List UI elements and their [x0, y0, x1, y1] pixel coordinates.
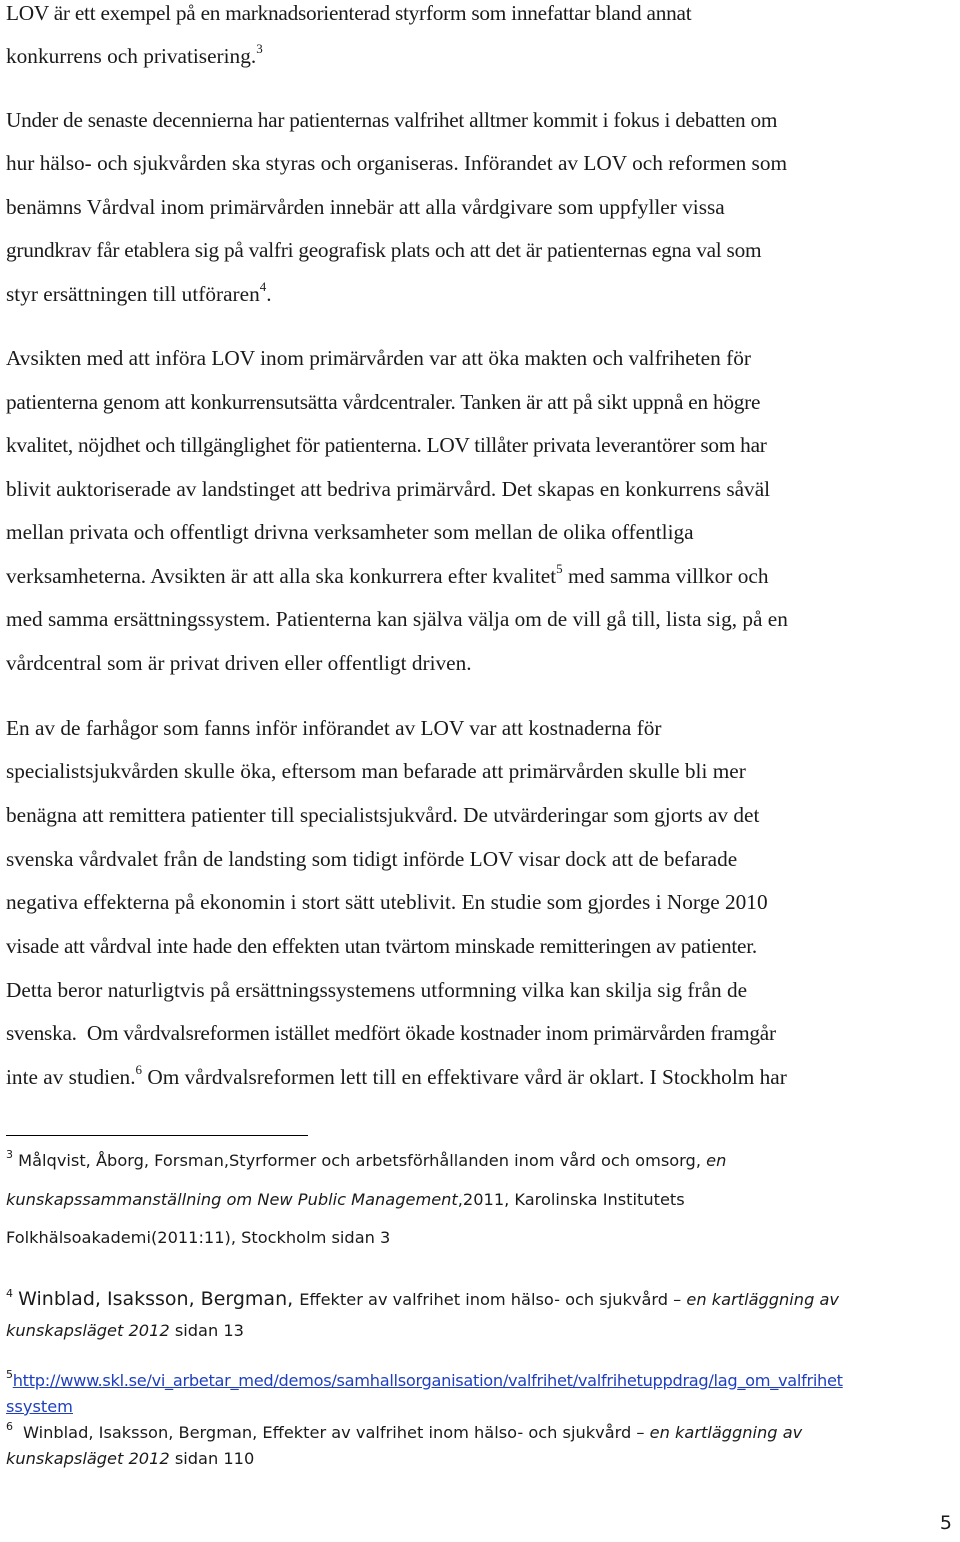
footnote-ref: 6	[135, 1062, 143, 1077]
footnote-5: $^5$http://www.skl.se/vi_arbetar_med/demos/samhallsorganisation/valfrihet/valfrihetuppdrag/lag_om_valfrihet	[6, 1368, 843, 1390]
footnote-ref: 3	[256, 41, 263, 56]
body-line: hur hälso- och sjukvården ska styras och organiseras. Införandet av LOV och reformen som	[6, 151, 788, 175]
page-number: 5	[939, 1512, 952, 1534]
footnote-5-link[interactable]: http://www.skl.se/vi_arbetar_med/demos/samhallsorganisation/valfrihet/valfrihetuppdrag/lag_om_valfrihet	[12, 1371, 843, 1390]
body-line: verksamheterna. Avsikten är att alla ska konkurrera efter kvalitet$^5$ med samma villkor och	[6, 561, 769, 588]
footnote-6-line2: kunskapsläget 2012 sidan 110	[6, 1449, 255, 1468]
footnote-3-line2: kunskapssammanställning om New Public Management,2011, Karolinska Institutets	[6, 1190, 685, 1209]
body-line: kvalitet, nöjdhet och tillgänglighet för patienterna. LOV tillåter privata leverantörer som har	[6, 433, 767, 457]
body-line: benämns Vårdval inom primärvården innebär att alla vårdgivare som uppfyller vissa	[6, 195, 725, 219]
body-line: styr ersättningen till utföraren$^4$.	[6, 279, 272, 306]
body-line: Detta beror naturligtvis på ersättningssystemens utformning vilka kan skilja sig från de	[6, 978, 748, 1002]
body-line: vårdcentral som är privat driven eller offentligt driven.	[6, 651, 472, 675]
body-line: patienterna genom att konkurrensutsätta vårdcentraler. Tanken är att på sikt uppnå en högre	[6, 390, 761, 414]
footnote-ref: 4	[259, 279, 267, 294]
footnote-4-line2: kunskapsläget 2012 sidan 13	[6, 1321, 244, 1340]
footnote-4: $^4$ Winblad, Isaksson, Bergman, Effekter av valfrihet inom hälso- och sjukvård – en kartläggning av	[6, 1287, 839, 1310]
body-line: mellan privata och offentligt drivna verksamheter som mellan de olika offentliga	[6, 520, 694, 544]
body-line: negativa effekterna på ekonomin i stort sätt uteblivit. En studie som gjordes i Norge 2010	[6, 890, 768, 914]
body-line: svenska. Om vårdvalsreformen istället medfört ökade kostnader inom primärvården framgår	[6, 1021, 776, 1045]
body-line: grundkrav får etablera sig på valfri geografisk plats och att det är patienternas egna val som	[6, 238, 762, 262]
body-line: visade att vårdval inte hade den effekten utan tvärtom minskade remitteringen av patienter.	[6, 934, 757, 958]
body-line: En av de farhågor som fanns inför införandet av LOV var att kostnaderna för	[6, 716, 662, 740]
footnote-5-line2	[6, 1396, 73, 1418]
footnote-3: $^3$ Målqvist, Åborg, Forsman,Styrformer och arbetsförhållanden inom vård och omsorg, en	[6, 1148, 727, 1170]
body-line: Under de senaste decennierna har patienternas valfrihet alltmer kommit i fokus i debatten om	[6, 108, 778, 132]
footnote-3-line3: Folkhälsoakademi(2011:11), Stockholm sidan 3	[6, 1228, 391, 1247]
body-line: svenska vårdvalet från de landsting som tidigt införde LOV visar dock att de befarade	[6, 847, 738, 871]
footnote-6: $^6$ Winblad, Isaksson, Bergman, Effekter av valfrihet inom hälso- och sjukvård – en kartläggning av	[6, 1420, 803, 1442]
footnote-5-link-cont[interactable]: ssystem	[6, 1397, 73, 1416]
footnote-ref: 5	[556, 561, 563, 576]
body-line: benägna att remittera patienter till specialistsjukvård. De utvärderingar som gjorts av det	[6, 803, 760, 827]
body-line: med samma ersättningssystem. Patienterna kan själva välja om de vill gå till, lista sig, på en	[6, 607, 788, 631]
footnote-separator	[6, 1135, 308, 1136]
body-line: blivit auktoriserade av landstinget att bedriva primärvård. Det skapas en konkurrens såväl	[6, 477, 771, 501]
body-line: konkurrens och privatisering.$^3$	[6, 41, 263, 68]
body-line: Avsikten med att införa LOV inom primärvården var att öka makten och valfriheten för	[6, 346, 751, 370]
body-line: specialistsjukvården skulle öka, eftersom man befarade att primärvården skulle bli mer	[6, 759, 746, 783]
body-line: LOV är ett exempel på en marknadsorienterad styrform som innefattar bland annat	[6, 1, 692, 25]
body-line: inte av studien.$^6$ Om vårdvalsreformen lett till en effektivare vård är oklart. I Stockholm har	[6, 1062, 787, 1089]
